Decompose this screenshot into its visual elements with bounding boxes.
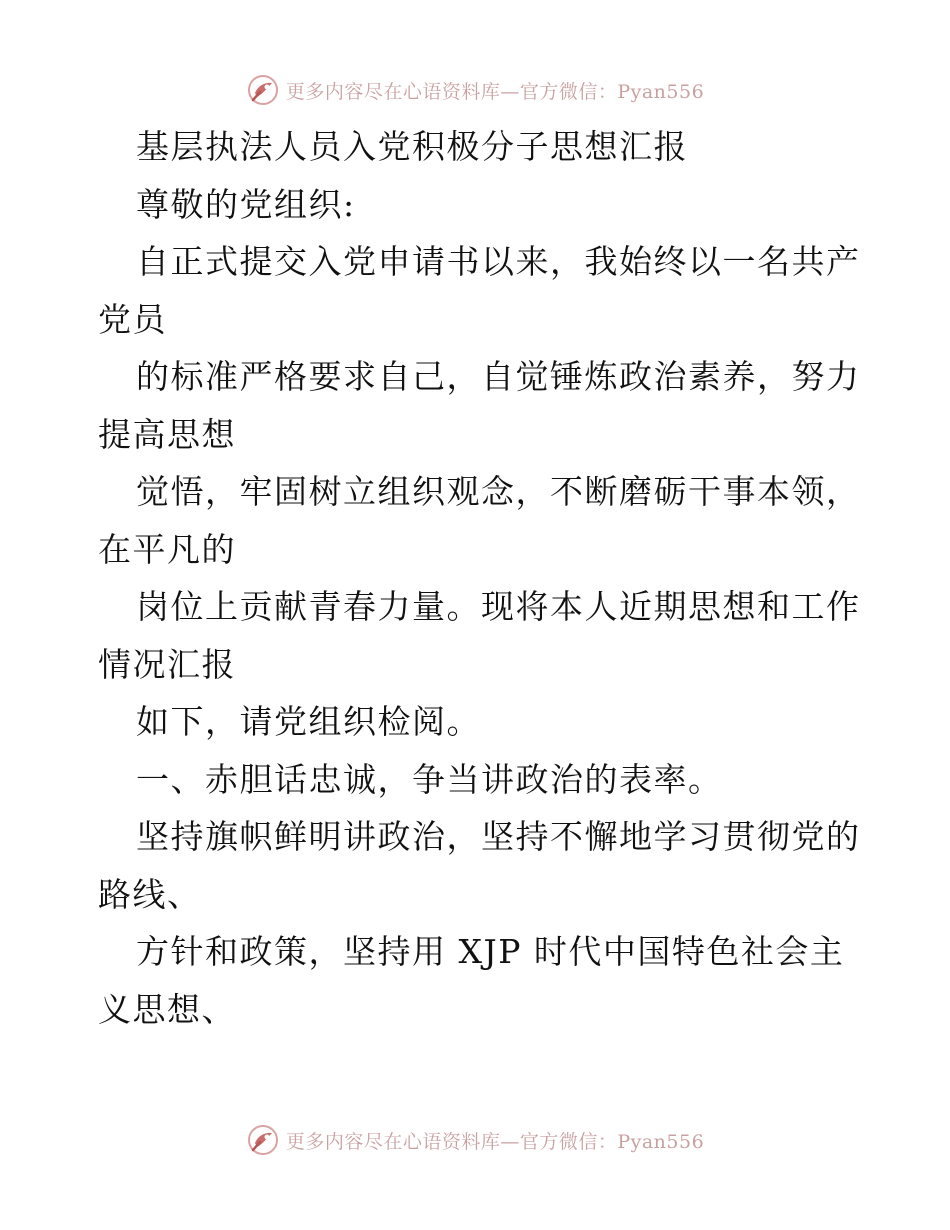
text-line: 方针和政策，坚持用 XJP 时代中国特色社会主 [136,932,845,971]
text-line: 的标准严格要求自己，自觉锤炼政治素养，努力 [136,357,861,396]
header-watermark [0,70,950,110]
text-line: 情况汇报 [98,644,236,684]
text-line: 提高思想 [98,414,236,454]
text-line: 觉悟，牢固树立组织观念，不断磨砺干事本领， [136,472,861,511]
text-line: 义思想、 [98,989,236,1029]
text-line: 坚持旗帜鲜明讲政治，坚持不懈地学习贯彻党的 [136,817,861,856]
watermark-text: 更多内容尽在心语资料库—官方微信：Pyan556 [285,80,705,103]
text-line: 在平凡的 [98,529,236,569]
watermark-text: 更多内容尽在心语资料库—官方微信：Pyan556 [285,1130,705,1153]
text-line: 党员 [98,299,167,339]
pen-flower-logo-icon [246,73,280,107]
text-line: 路线、 [98,874,202,914]
document-title: 基层执法人员入党积极分子思想汇报 [136,127,688,166]
text-line: 自正式提交入党申请书以来，我始终以一名共产 [136,242,861,281]
text-line: 岗位上贡献青春力量。现将本人近期思想和工作 [136,587,861,626]
footer-watermark [0,1120,950,1160]
text-line: 如下，请党组织检阅。 [136,702,481,741]
text-line: 一、赤胆话忠诚，争当讲政治的表率。 [136,759,723,799]
pen-flower-logo-icon [246,1123,280,1157]
text-line: 尊敬的党组织: [136,184,356,224]
document-body [98,118,861,1038]
